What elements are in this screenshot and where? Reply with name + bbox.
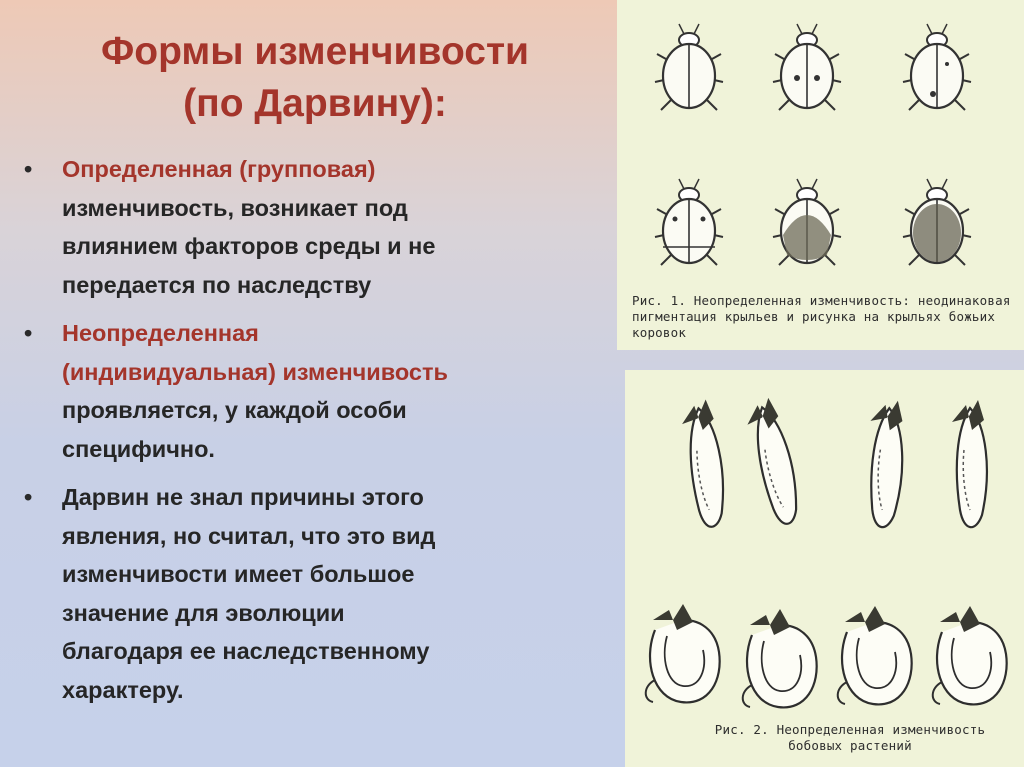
bean-curl-4 bbox=[933, 606, 1007, 704]
bullet-1-highlight: Определенная (групповая) bbox=[62, 156, 376, 182]
ladybug-4 bbox=[655, 179, 723, 265]
bullet-1-line-1: изменчивость, возникает под bbox=[62, 194, 408, 221]
ladybug-illustrations bbox=[617, 0, 1024, 290]
bullet-dot: • bbox=[24, 484, 33, 510]
bullet-3-line-2: явления, но считал, что это вид bbox=[62, 522, 436, 549]
figure1-caption bbox=[632, 293, 1011, 341]
bullet-3-line-1: Дарвин не знал причины этого bbox=[62, 484, 424, 510]
bean-pod-3 bbox=[863, 399, 907, 528]
bullet-item-1 bbox=[24, 150, 584, 304]
bean-pod-1 bbox=[680, 399, 728, 529]
ladybug-1 bbox=[655, 24, 723, 110]
title-line-1: Формы изменчивости bbox=[100, 30, 530, 73]
bean-curl-3 bbox=[838, 606, 912, 704]
figure2-caption bbox=[700, 722, 1000, 754]
bullet-1-line-3: передается по наследству bbox=[62, 271, 372, 298]
bean-curl-2 bbox=[743, 609, 817, 707]
bean-pod-4 bbox=[952, 400, 987, 527]
bean-pod-illustrations bbox=[625, 370, 1024, 720]
title-line-2: (по Дарвину): bbox=[183, 82, 447, 125]
ladybug-5 bbox=[773, 179, 841, 265]
bullet-1-line-2: влиянием факторов среды и не bbox=[62, 233, 436, 259]
bullet-2-highlight-2: (индивидуальная) изменчивость bbox=[62, 358, 448, 385]
bullet-item-2 bbox=[24, 314, 584, 468]
bullet-2-line-1: проявляется, у каждой особи bbox=[62, 397, 407, 423]
bullet-3-line-3: изменчивости имеет большое bbox=[62, 561, 415, 587]
bullet-list bbox=[24, 150, 584, 719]
bullet-3-line-5: благодаря ее наследственному bbox=[62, 638, 430, 664]
bullet-item-3 bbox=[24, 478, 584, 709]
bullet-dot: • bbox=[24, 156, 33, 182]
ladybug-3 bbox=[903, 24, 971, 110]
bullet-2-highlight-1: Неопределенная bbox=[62, 320, 259, 346]
figure2-caption-line-1: Рис. 2. Неопределенная изменчивость bbox=[714, 722, 986, 737]
figure2-caption-line-2: бобовых растений bbox=[788, 738, 912, 753]
bullet-3-line-6: характеру. bbox=[62, 676, 184, 703]
ladybug-2 bbox=[773, 24, 841, 110]
slide-title bbox=[20, 26, 610, 130]
bullet-dot: • bbox=[24, 320, 33, 346]
figure1-caption-line-3: коровок bbox=[632, 325, 687, 340]
bullet-2-line-2: специфично. bbox=[62, 435, 215, 462]
bean-curl-1 bbox=[646, 604, 720, 702]
bullet-3-line-4: значение для эволюции bbox=[62, 599, 345, 626]
ladybug-6 bbox=[903, 179, 971, 265]
figure1-caption-line-1: Рис. 1. Неопределенная изменчивость: неодинаковая bbox=[632, 293, 1011, 308]
figure1-caption-line-2: пигментация крыльев и рисунка на крыльях божьих bbox=[632, 309, 996, 324]
bean-pod-2 bbox=[743, 396, 804, 528]
